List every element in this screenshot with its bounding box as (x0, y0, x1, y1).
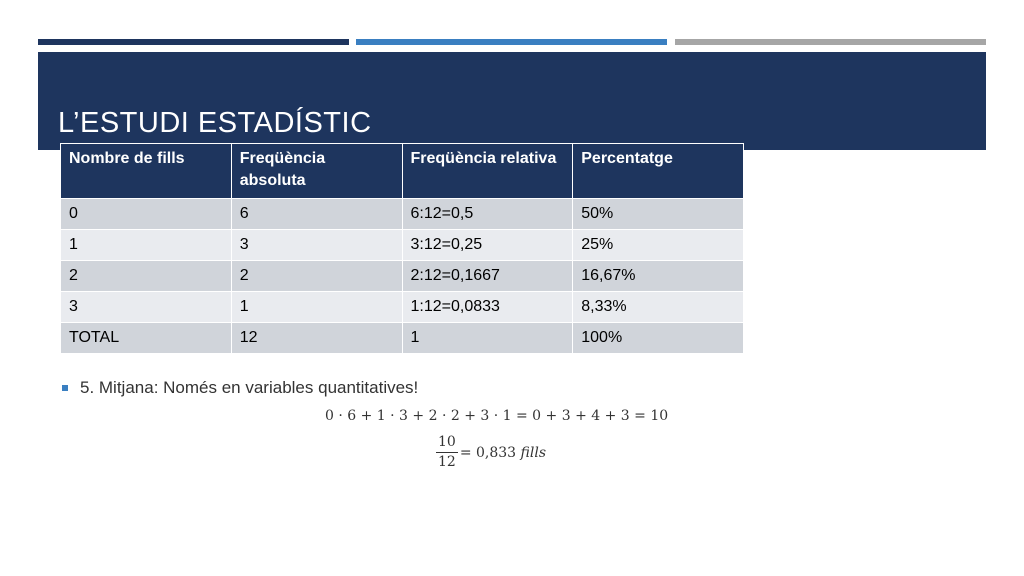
table-cell: 8,33% (573, 292, 744, 323)
table-row-total (61, 323, 744, 354)
bullet-point (62, 378, 418, 398)
accent-bar-gray (675, 39, 986, 45)
header-cell: Freqüència absoluta (231, 144, 402, 199)
table-cell: 2 (231, 261, 402, 292)
table-header-row (61, 144, 744, 199)
table-row (61, 199, 744, 230)
accent-bar-navy (38, 39, 349, 45)
table-cell: 1 (402, 323, 573, 354)
table-cell: 6 (231, 199, 402, 230)
table-cell: TOTAL (61, 323, 232, 354)
fraction-numerator: 10 (436, 434, 458, 453)
table-row (61, 261, 744, 292)
bullet-square-icon (62, 385, 68, 391)
table-cell: 50% (573, 199, 744, 230)
table-cell: 16,67% (573, 261, 744, 292)
bullet-text: 5. Mitjana: Només en variables quantitatives! (80, 378, 419, 397)
table-cell: 0 (61, 199, 232, 230)
slide-title: L’ESTUDI ESTADÍSTIC (58, 107, 372, 139)
table-cell: 3 (231, 230, 402, 261)
header-cell: Freqüència relativa (402, 144, 573, 199)
frequency-table (60, 143, 744, 354)
accent-bar-blue (356, 39, 667, 45)
mean-result: = 0,833 (459, 444, 517, 461)
mean-equation (436, 434, 546, 471)
table-row (61, 292, 744, 323)
table-row (61, 230, 744, 261)
table-cell: 3:12=0,25 (402, 230, 573, 261)
fraction-denominator: 12 (438, 454, 456, 470)
table-cell: 12 (231, 323, 402, 354)
table-cell: 2:12=0,1667 (402, 261, 573, 292)
table-cell: 100% (573, 323, 744, 354)
table-cell: 25% (573, 230, 744, 261)
header-cell: Percentatge (573, 144, 744, 199)
table-cell: 3 (61, 292, 232, 323)
mean-unit: fills (520, 444, 547, 461)
fraction (436, 434, 458, 471)
table-cell: 1:12=0,0833 (402, 292, 573, 323)
header-cell: Nombre de fills (61, 144, 232, 199)
sum-equation: 0 · 6 + 1 · 3 + 2 · 2 + 3 · 1 = 0 + 3 + 4 + 3 = 10 (325, 408, 669, 424)
table-cell: 1 (61, 230, 232, 261)
table-cell: 2 (61, 261, 232, 292)
table-cell: 6:12=0,5 (402, 199, 573, 230)
table-cell: 1 (231, 292, 402, 323)
